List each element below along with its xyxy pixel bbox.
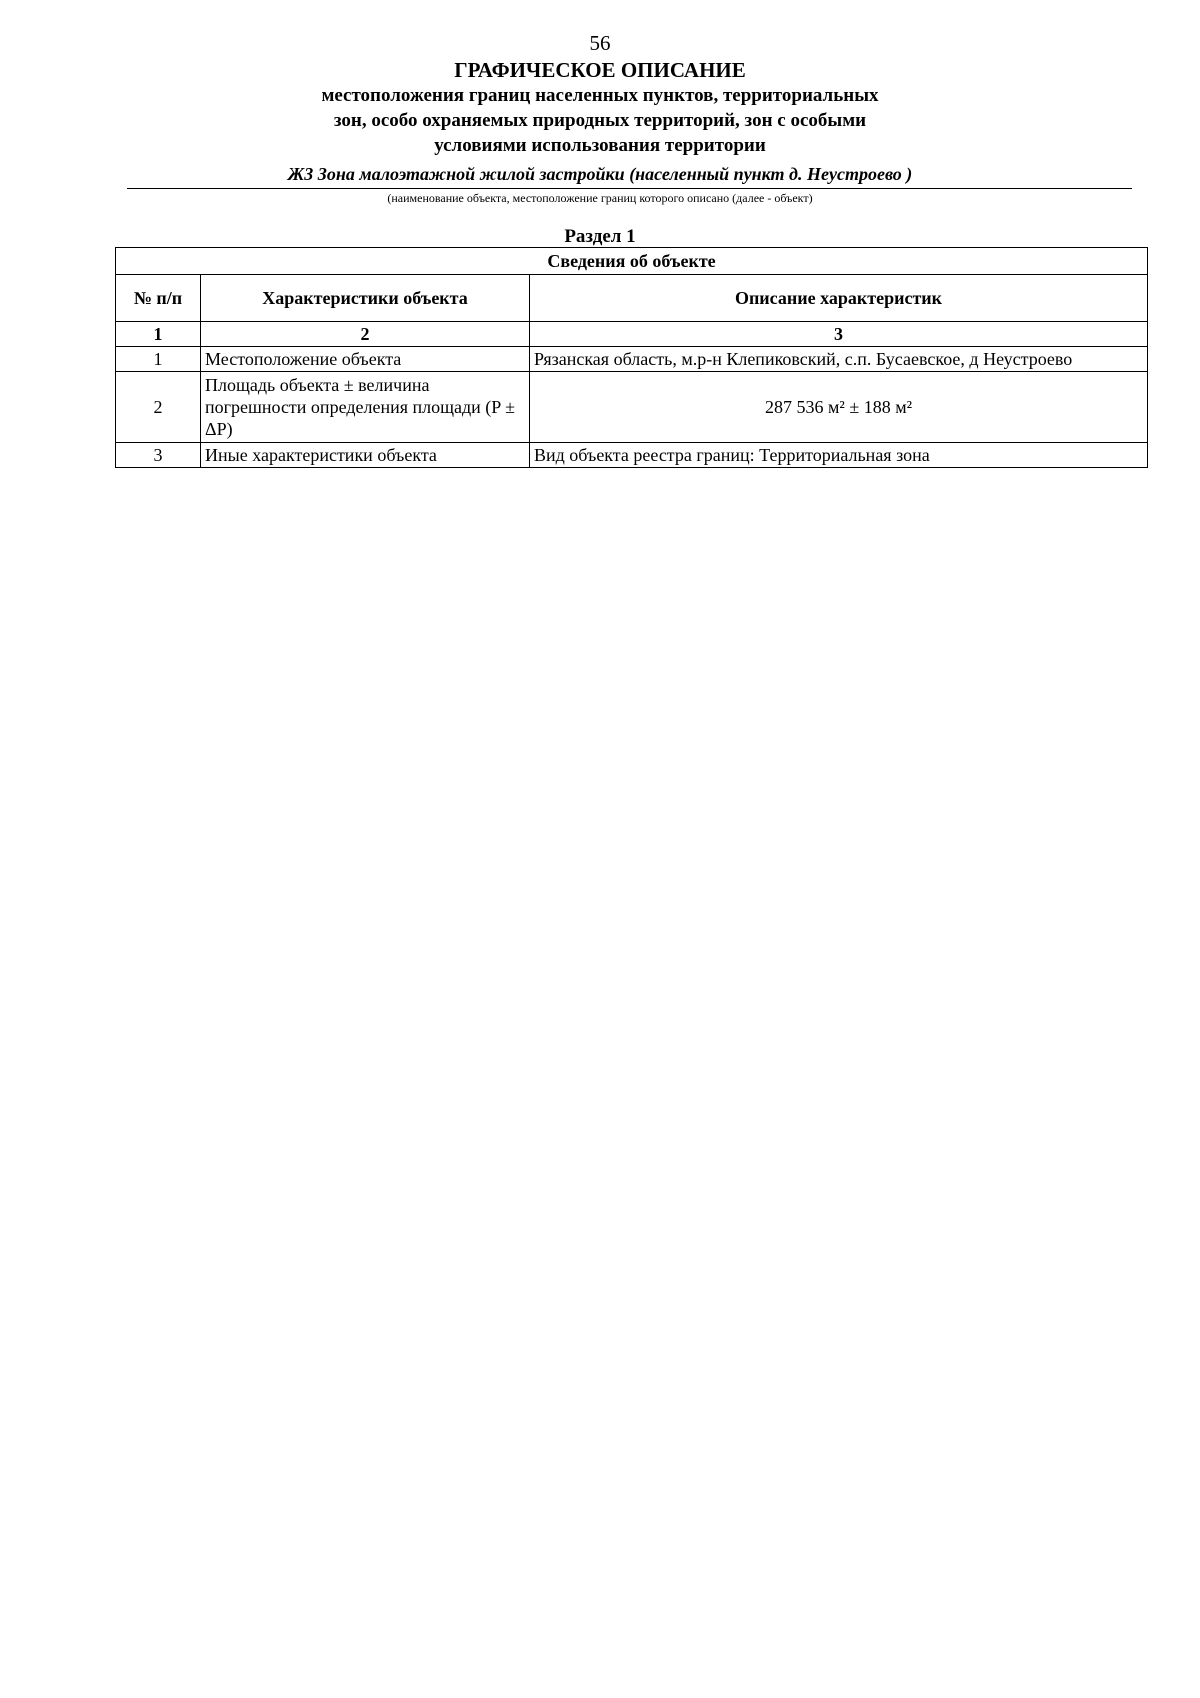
object-name-caption: (наименование объекта, местоположение границ которого описано (далее - объект)	[387, 191, 813, 205]
table-caption: Сведения об объекте	[116, 248, 1148, 275]
header-num: № п/п	[116, 275, 201, 322]
row-num: 3	[116, 443, 201, 468]
row-description: Рязанская область, м.р-н Клепиковский, с.п. Бусаевское, д Неустроево	[530, 347, 1148, 372]
table-row	[116, 443, 1148, 468]
object-name: Ж3 Зона малоэтажной жилой застройки (населенный пункт д. Неустроево )	[287, 164, 913, 184]
row-characteristic: Иные характеристики объекта	[201, 443, 530, 468]
row-description: 287 536 м² ± 188 м²	[530, 372, 1148, 443]
row-characteristic: Местоположение объекта	[201, 347, 530, 372]
header-characteristic: Характеристики объекта	[201, 275, 530, 322]
column-number: 2	[201, 322, 530, 347]
page-number: 56	[589, 31, 611, 55]
table-header-row	[116, 275, 1148, 322]
row-num: 2	[116, 372, 201, 443]
table-row	[116, 372, 1148, 443]
object-info-table	[115, 247, 1148, 468]
column-number: 3	[530, 322, 1148, 347]
column-number: 1	[116, 322, 201, 347]
document-title: ГРАФИЧЕСКОЕ ОПИСАНИЕ	[454, 58, 746, 82]
document-subtitle-line-2: зон, особо охраняемых природных территорий, зон с особыми	[333, 110, 867, 131]
table-row	[116, 347, 1148, 372]
header-description: Описание характеристик	[530, 275, 1148, 322]
column-number-row	[116, 322, 1148, 347]
object-name-underline	[127, 188, 1132, 189]
row-description: Вид объекта реестра границ: Территориальная зона	[530, 443, 1148, 468]
row-characteristic: Площадь объекта ± величина погрешности определения площади (P ± ΔP)	[201, 372, 530, 443]
document-subtitle-line-1: местоположения границ населенных пунктов, территориальных	[321, 85, 879, 106]
row-num: 1	[116, 347, 201, 372]
section-title: Раздел 1	[564, 226, 636, 247]
table-caption-row	[116, 248, 1148, 275]
document-subtitle-line-3: условиями использования территории	[434, 135, 766, 156]
